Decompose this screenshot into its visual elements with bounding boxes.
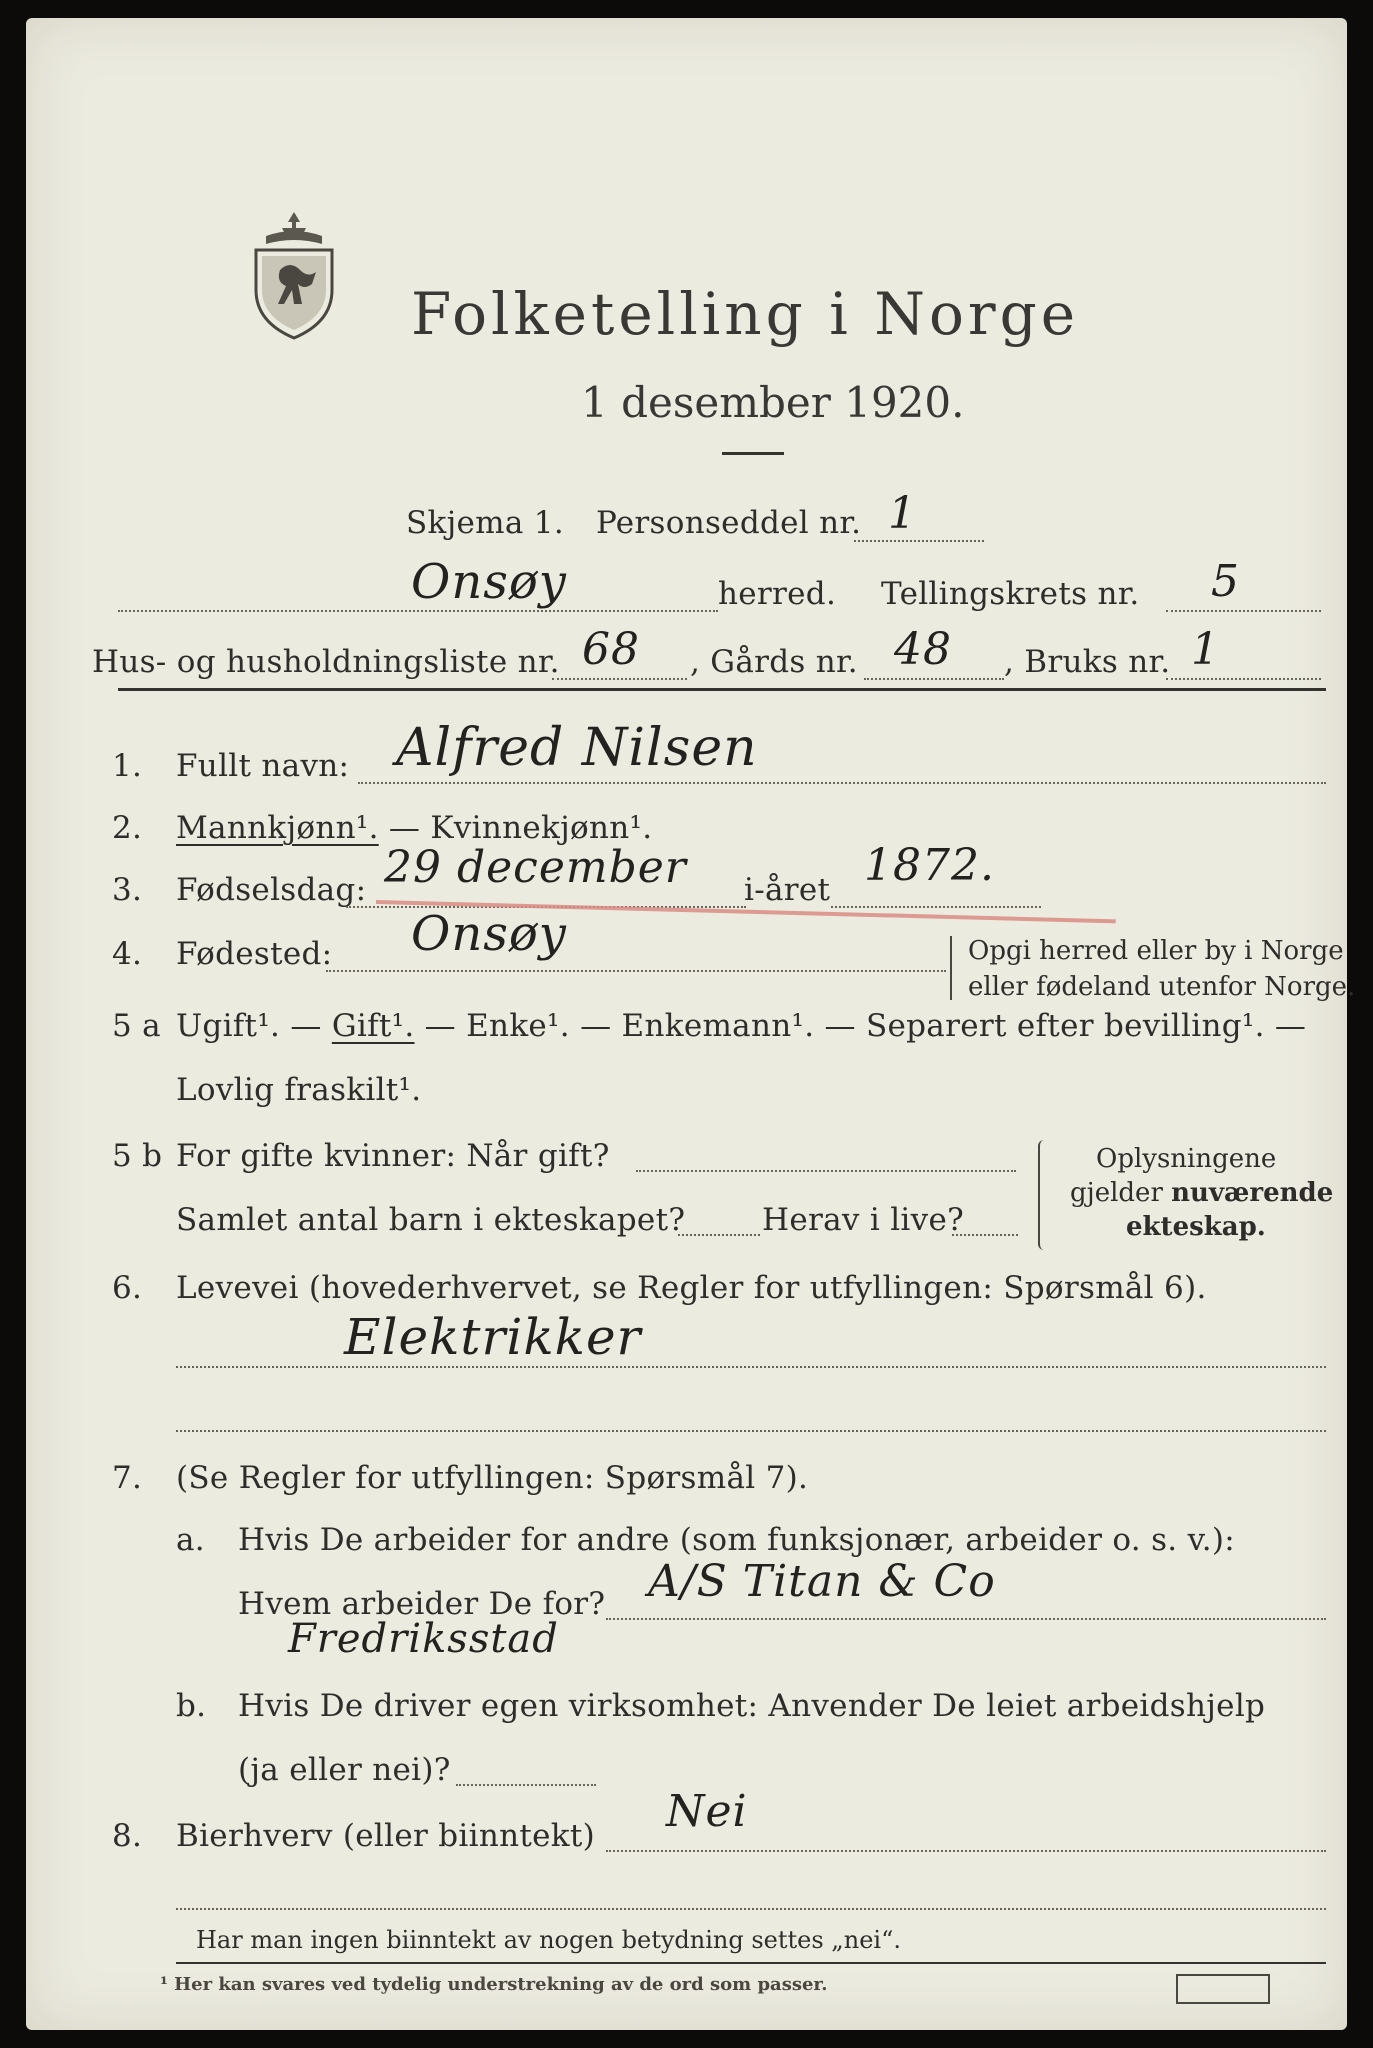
q4-note-line2: eller fødeland utenfor Norge. (968, 972, 1356, 1002)
q7a-employer-line (606, 1618, 1326, 1620)
q7b-line (456, 1784, 596, 1786)
q1-label: Fullt navn: (176, 748, 350, 784)
q4-brace (950, 936, 958, 1000)
q5b-line2b: Herav i live? (762, 1202, 965, 1238)
q7-number: 7. (112, 1460, 143, 1496)
q1-full-name: Alfred Nilsen (396, 718, 758, 778)
footer-rule (176, 1962, 1326, 1964)
q6-line2 (176, 1430, 1326, 1432)
q5b-line2a: Samlet antal barn i ekteskapet? (176, 1202, 686, 1238)
q5b-brace (1038, 1140, 1048, 1250)
q7-label: (Se Regler for utfyllingen: Spørsmål 7). (176, 1460, 809, 1496)
q4-note-line1: Opgi herred eller by i Norge (968, 936, 1344, 966)
q3-birthyear: 1872. (864, 840, 995, 891)
personseddel-number: 1 (888, 488, 917, 539)
bruks-number: 1 (1191, 624, 1220, 675)
q7a-employer: A/S Titan & Co (648, 1556, 996, 1607)
q4-number: 4. (112, 936, 143, 972)
herred-label: herred. (718, 576, 837, 612)
husliste-label: Hus- og husholdningsliste nr. (92, 644, 560, 680)
husliste-line (552, 678, 687, 680)
q2-male-option: Mannkjønn¹. (176, 810, 379, 846)
q8-number: 8. (112, 1818, 143, 1854)
bruks-line (1166, 678, 1321, 680)
q4-label: Fødested: (176, 936, 333, 972)
herred-line (118, 610, 718, 612)
gards-label: , Gårds nr. (690, 644, 858, 680)
q5b-note-line3: ekteskap. (1126, 1212, 1266, 1242)
gards-number: 48 (894, 624, 952, 675)
coat-of-arms-icon (244, 210, 344, 340)
husliste-number: 68 (582, 624, 640, 675)
q3-year-label: i-året (744, 872, 831, 908)
skjema-label: Skjema 1. (406, 505, 564, 541)
census-date: 1 desember 1920. (581, 378, 965, 427)
q5b-note-line1: Oplysningene (1096, 1144, 1277, 1174)
herred-name: Onsøy (411, 554, 567, 610)
census-form (26, 18, 1356, 2030)
q7b-letter: b. (176, 1688, 207, 1724)
q3-number: 3. (112, 872, 143, 908)
q6-number: 6. (112, 1270, 143, 1306)
q7a-line2: Hvem arbeider De for? (238, 1586, 606, 1622)
q4-line (326, 970, 946, 972)
footnote: ¹ Her kan svares ved tydelig understrekning av de ord som passer. (160, 1974, 828, 1995)
printer-stamp (1176, 1974, 1270, 2004)
q5b-number: 5 b (112, 1138, 163, 1174)
q5b-alive-line (952, 1234, 1018, 1236)
tellingskrets-line (1166, 610, 1321, 612)
q5a-number: 5 a (112, 1008, 161, 1044)
personseddel-label: Personseddel nr. (596, 505, 862, 541)
tellingskrets-number: 5 (1211, 556, 1240, 607)
q6-occupation: Elektrikker (344, 1308, 642, 1366)
q5a-line2: Lovlig fraskilt¹. (176, 1072, 422, 1108)
q6-line1 (176, 1366, 1326, 1368)
q1-line (358, 782, 1326, 784)
gards-line (864, 678, 1004, 680)
footer-note: Har man ingen biinntekt av nogen betydning settes „nei“. (196, 1926, 901, 1954)
personseddel-line (854, 540, 984, 542)
q3-label: Fødselsdag: (176, 872, 367, 908)
q5a-gift-option: Gift¹. (331, 1008, 415, 1044)
q5b-line1: For gifte kvinner: Når gift? (176, 1138, 610, 1174)
q5a-options: Ugift¹. — Gift¹. — Enke¹. — Enkemann¹. — Separert efter bevilling¹. — (176, 1008, 1307, 1044)
title-divider (722, 452, 784, 455)
q8-label: Bierhverv (eller biinntekt) (176, 1818, 596, 1854)
q7b-line1: Hvis De driver egen virksomhet: Anvender De leiet arbeidshjelp (238, 1688, 1266, 1724)
form-title: Folketelling i Norge (411, 280, 1080, 348)
q5b-note-line2: gjelder nuværende (1070, 1178, 1334, 1208)
header-rule (118, 688, 1326, 691)
q1-number: 1. (112, 748, 143, 784)
q8-line2 (176, 1908, 1326, 1910)
q6-label: Levevei (hovederhvervet, se Regler for utfyllingen: Spørsmål 6). (176, 1270, 1207, 1306)
q3-birthdate: 29 december (384, 842, 687, 893)
q2-options: Mannkjønn¹. — Kvinnekjønn¹. (176, 810, 653, 846)
q4-birthplace: Onsøy (411, 906, 567, 962)
q7a-letter: a. (176, 1522, 205, 1558)
bruks-label: , Bruks nr. (1004, 644, 1171, 680)
q3-year-line (831, 906, 1041, 908)
q2-female-option: Kvinnekjønn¹. (430, 810, 653, 846)
q7b-line2: (ja eller nei)? (238, 1752, 451, 1788)
q8-line (606, 1850, 1326, 1852)
q7a-employer-place: Fredriksstad (288, 1616, 559, 1662)
q5b-married-line (636, 1170, 1016, 1172)
q8-value: Nei (666, 1786, 748, 1837)
q2-number: 2. (112, 810, 143, 846)
q5b-children-line (678, 1234, 760, 1236)
q7a-line1: Hvis De arbeider for andre (som funksjonær, arbeider o. s. v.): (238, 1522, 1236, 1558)
tellingskrets-label: Tellingskrets nr. (881, 576, 1140, 612)
